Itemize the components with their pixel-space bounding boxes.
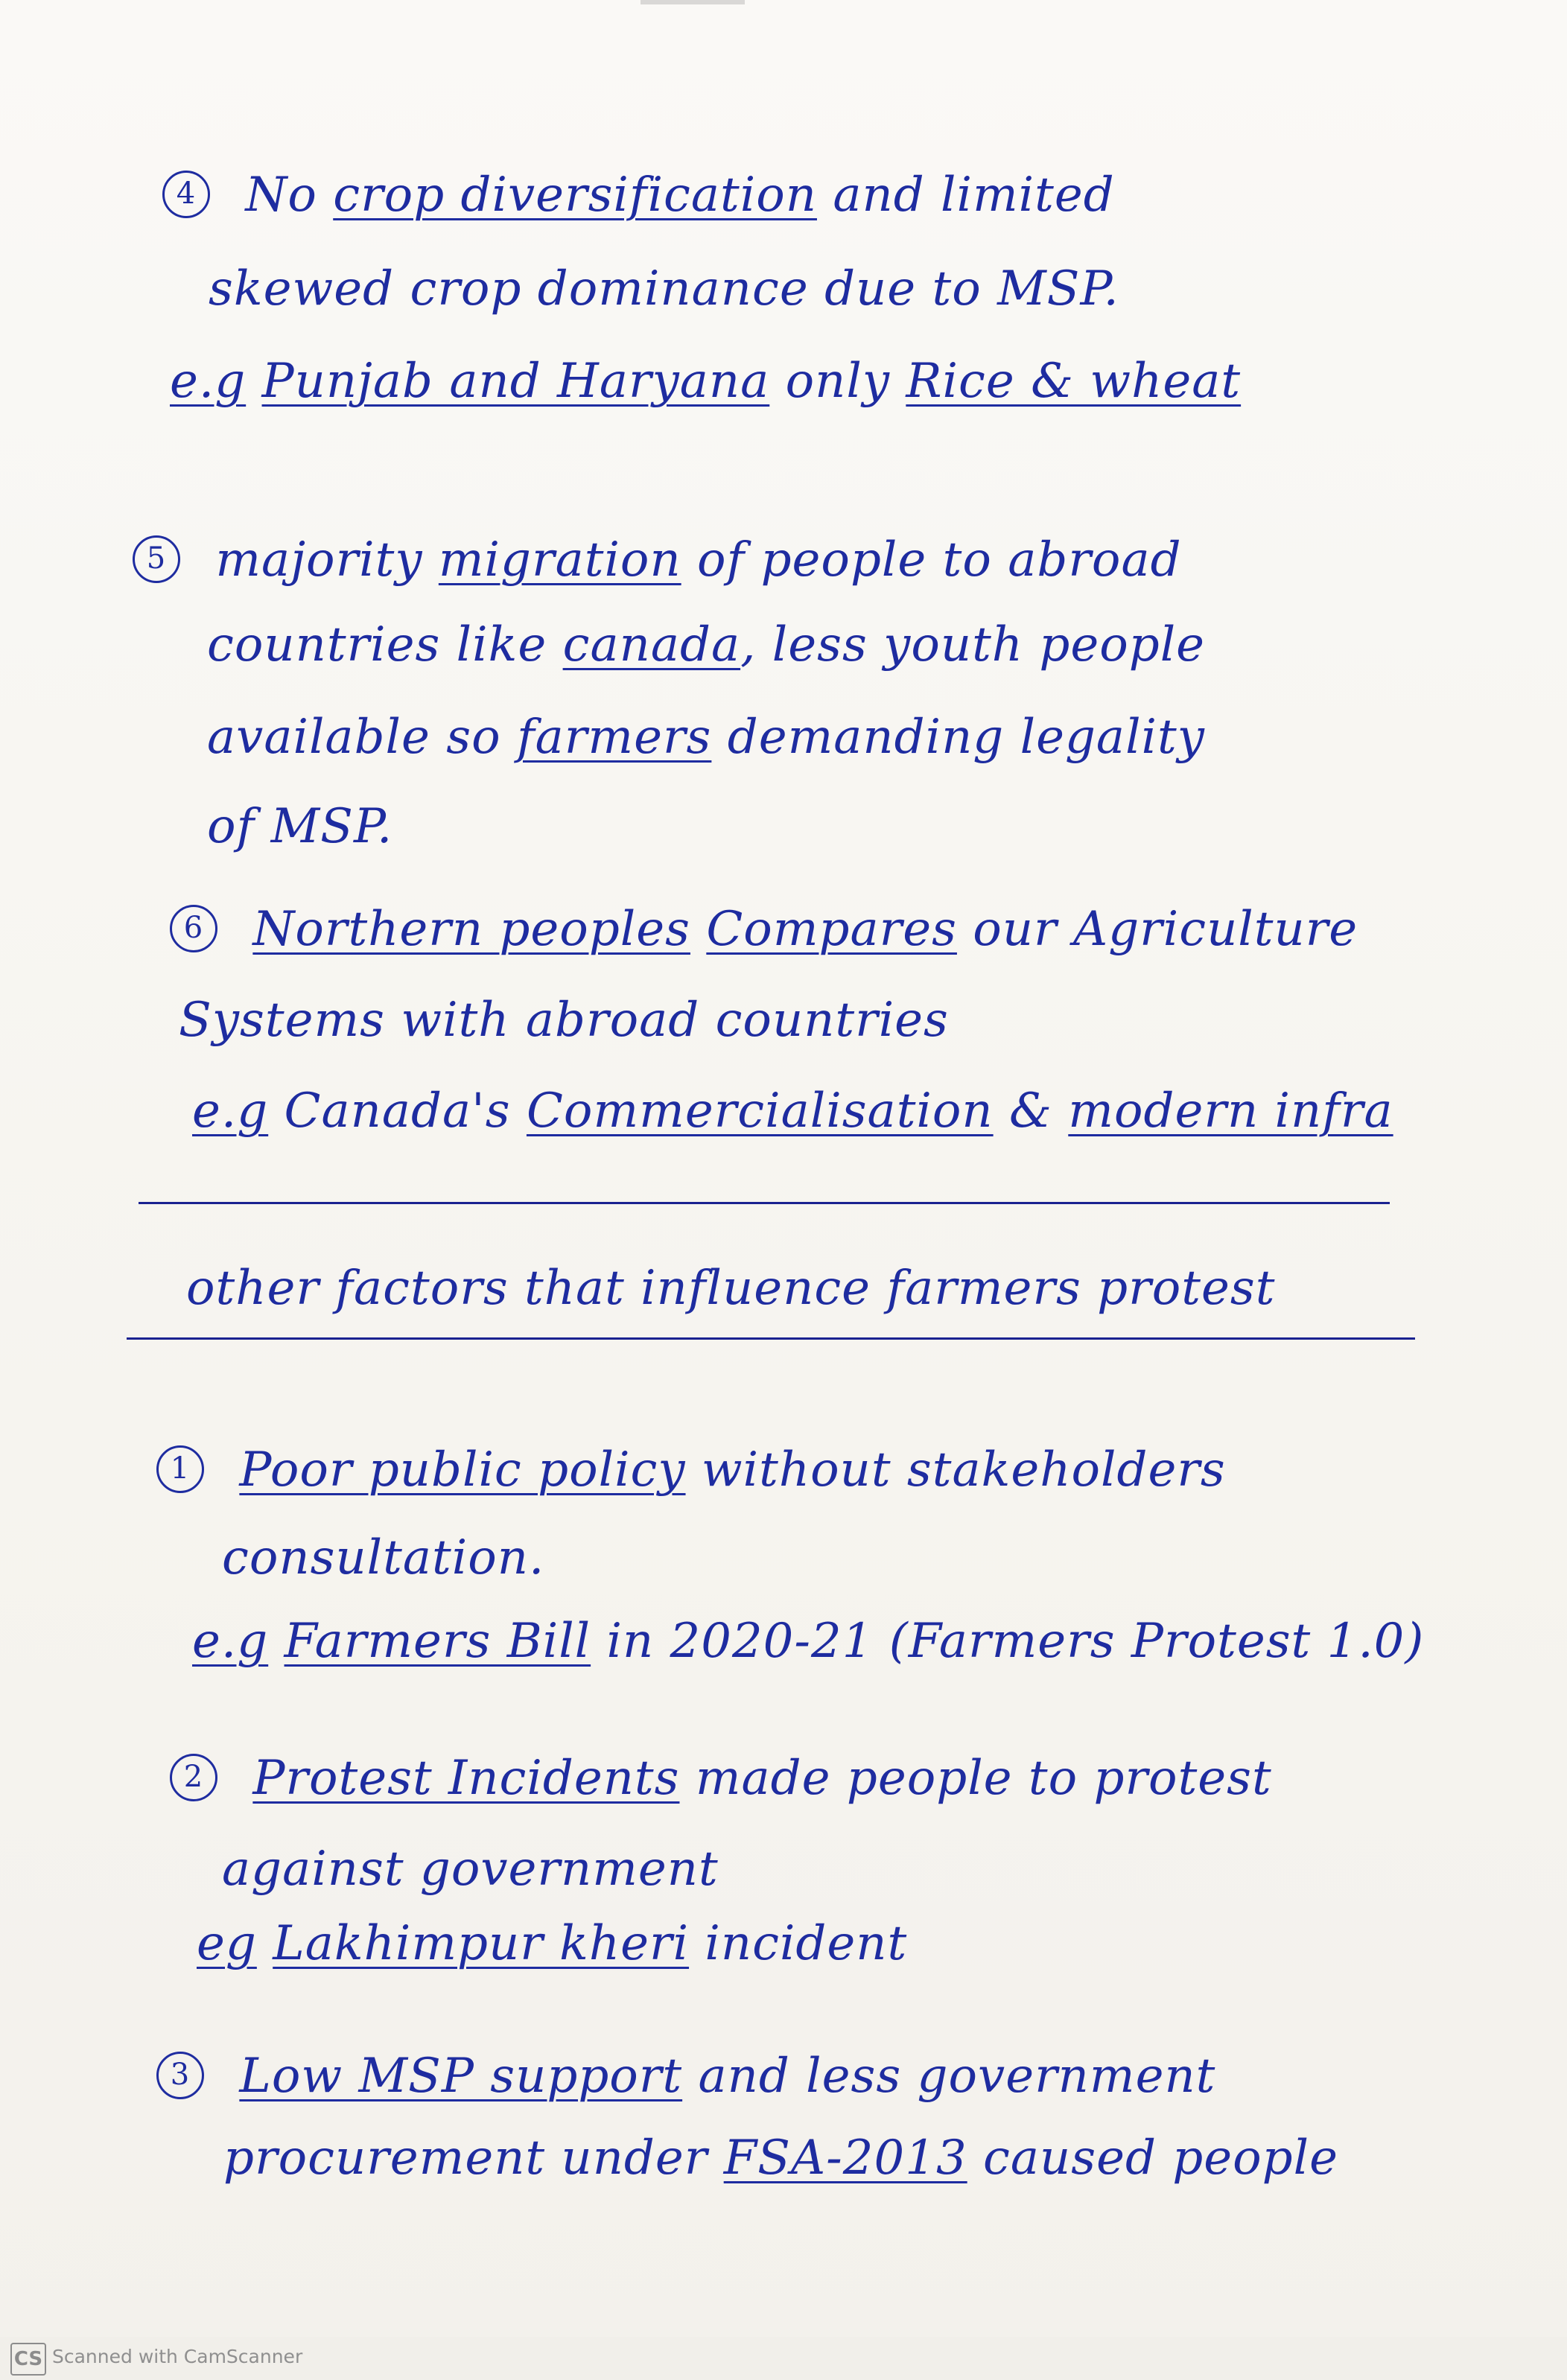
point-6-line-2: Systems with abroad countries: [179, 993, 949, 1048]
section-rule-bottom: [127, 1337, 1415, 1340]
factor-1-line-2: consultation.: [222, 1530, 545, 1585]
scan-edge-shadow: [641, 0, 745, 4]
factor-3-number: 3: [156, 2052, 204, 2099]
factor-2-line-3: eg Lakhimpur kheri incident: [197, 1916, 908, 1971]
factor-3-line-2: procurement under FSA-2013 caused people: [223, 2131, 1338, 2186]
factor-2-line-2: against government: [222, 1842, 719, 1897]
point-4-number: 4: [162, 171, 210, 218]
factor-2-number: 2: [170, 1754, 217, 1801]
point-6-line-3: e.g Canada's Commercialisation & modern infra: [192, 1084, 1393, 1139]
camscanner-logo: CS: [10, 2343, 46, 2376]
point-4-line-1: 4 No crop diversification and limited: [162, 165, 1115, 225]
point-5-line-4: of MSP.: [207, 799, 393, 854]
factor-1-line-1: 1 Poor public policy without stakeholders: [156, 1440, 1226, 1500]
section-heading: other factors that influence farmers protest: [186, 1261, 1276, 1316]
section-rule-top: [139, 1202, 1390, 1204]
factor-2-line-1: 2 Protest Incidents made people to protest: [170, 1749, 1272, 1808]
point-4-line-2: skewed crop dominance due to MSP.: [209, 261, 1119, 316]
point-5-number: 5: [133, 535, 180, 583]
factor-3-line-1: 3 Low MSP support and less government: [156, 2046, 1215, 2106]
factor-1-number: 1: [156, 1445, 204, 1493]
factor-1-line-3: e.g Farmers Bill in 2020-21 (Farmers Protest 1.0): [192, 1614, 1425, 1669]
point-5-line-1: 5 majority migration of people to abroad: [133, 530, 1182, 590]
point-4-line-3: e.g Punjab and Haryana only Rice & wheat: [170, 354, 1242, 409]
point-5-line-2: countries like canada, less youth people: [207, 617, 1206, 672]
point-6-line-1: 6 Northern peoples Compares our Agriculture: [170, 900, 1358, 959]
point-5-line-3: available so farmers demanding legality: [207, 710, 1205, 765]
point-6-number: 6: [170, 905, 217, 952]
camscanner-watermark: Scanned with CamScanner: [52, 2346, 303, 2367]
